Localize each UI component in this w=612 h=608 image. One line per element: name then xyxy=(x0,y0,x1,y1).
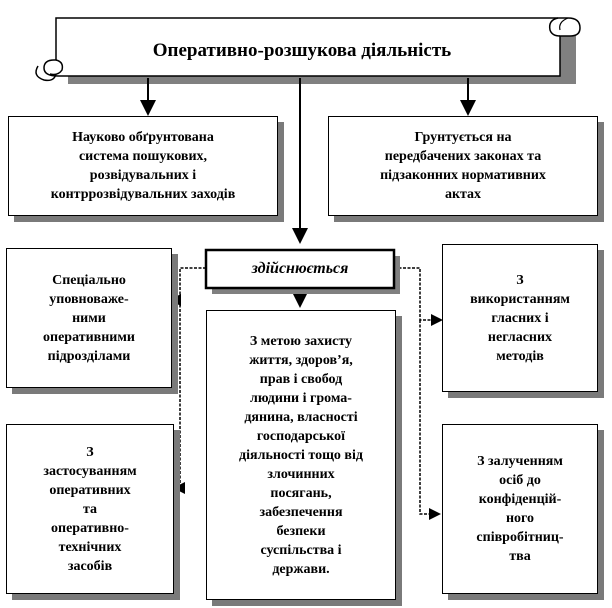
box-purpose xyxy=(206,310,396,600)
box-operative-means xyxy=(6,424,174,594)
box-scientific-system-text: Науково обґрунтована система пошукових, розвідувальних і контррозвідувальних заходів xyxy=(50,130,236,202)
box-operative-means-text: З застосуванням оперативних та оперативно- технічних засобів xyxy=(43,444,137,574)
diagram-title: Оперативно-розшукова діяльність xyxy=(152,40,452,61)
box-confidential-persons-text: З залученням осіб до конфіденцій- ного співробітниц- тва xyxy=(476,454,564,564)
box-legal-basis xyxy=(328,116,598,216)
box-authorized-units xyxy=(6,248,172,388)
box-confidential-persons xyxy=(442,424,598,594)
carried-out-label: здійснюється xyxy=(251,260,349,277)
box-methods xyxy=(442,244,598,392)
box-scientific-system xyxy=(8,116,278,216)
box-purpose-text: З метою захисту життя, здоров’я, прав і свобод людини і грома- дянина, власності господарської діяльності тощо від злочинних посягань, забезпечення безпеки суспільства і держави. xyxy=(239,333,363,577)
box-authorized-units-text: Спеціально уповноваже- ними оперативними підрозділами xyxy=(43,272,135,364)
box-legal-basis-text: Грунтується на передбачених законах та підзаконних нормативних актах xyxy=(380,130,546,202)
box-methods-text: З використанням гласних і негласних методів xyxy=(470,272,570,364)
